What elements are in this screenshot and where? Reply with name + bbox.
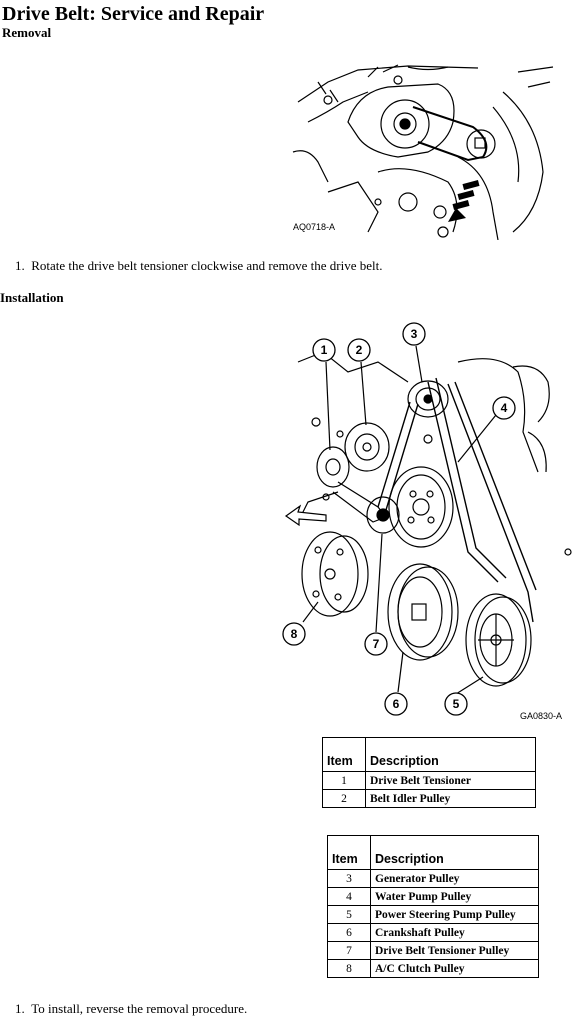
removal-step-text: Rotate the drive belt tensioner clockwise and remove the drive belt. [31, 258, 383, 273]
table-cell-description: A/C Clutch Pulley [371, 960, 539, 978]
callout-6: 6 [392, 697, 400, 711]
callout-4: 4 [500, 401, 508, 415]
table-cell-description: Drive Belt Tensioner [366, 772, 536, 790]
table-cell-description: Water Pump Pulley [371, 888, 539, 906]
parts-table-2 [327, 835, 539, 978]
installation-step [15, 1001, 247, 1017]
table-cell-description: Belt Idler Pulley [366, 790, 536, 808]
installation-figure [278, 322, 578, 724]
table-cell-item: 7 [328, 942, 371, 960]
table-cell-description: Generator Pulley [371, 870, 539, 888]
table-header-description: Description [366, 738, 536, 772]
table-header-item: Item [323, 738, 366, 772]
installation-step-text: To install, reverse the removal procedure. [31, 1001, 248, 1016]
removal-figure [288, 62, 558, 240]
removal-figure-id: AQ0718-A [293, 222, 336, 232]
callout-5: 5 [452, 697, 460, 711]
callout-8: 8 [290, 627, 298, 641]
table-cell-item: 4 [328, 888, 371, 906]
table-cell-item: 8 [328, 960, 371, 978]
table-header-description: Description [371, 836, 539, 870]
callout-7: 7 [372, 637, 380, 651]
removal-heading: Removal [2, 25, 52, 40]
table-row [328, 924, 539, 942]
installation-heading: Installation [0, 290, 64, 305]
callout-2: 2 [355, 343, 363, 357]
installation-step-number: 1. [15, 1001, 25, 1016]
table-cell-description: Crankshaft Pulley [371, 924, 539, 942]
page-title: Drive Belt: Service and Repair [2, 3, 265, 25]
installation-figure-id: GA0830-A [520, 711, 563, 721]
table-row [323, 772, 536, 790]
callout-1: 1 [320, 343, 328, 357]
table-row [328, 960, 539, 978]
table-cell-item: 1 [323, 772, 366, 790]
table-row [328, 906, 539, 924]
table-cell-description: Drive Belt Tensioner Pulley [371, 942, 539, 960]
removal-step [15, 258, 383, 274]
table-row [328, 888, 539, 906]
table-cell-item: 6 [328, 924, 371, 942]
table-cell-item: 2 [323, 790, 366, 808]
callout-3: 3 [410, 327, 418, 341]
removal-step-number: 1. [15, 258, 25, 273]
table-cell-item: 3 [328, 870, 371, 888]
table-cell-description: Power Steering Pump Pulley [371, 906, 539, 924]
table-header-item: Item [328, 836, 371, 870]
table-cell-item: 5 [328, 906, 371, 924]
parts-table-1 [322, 737, 536, 808]
table-row [323, 790, 536, 808]
table-row [328, 870, 539, 888]
table-row [328, 942, 539, 960]
